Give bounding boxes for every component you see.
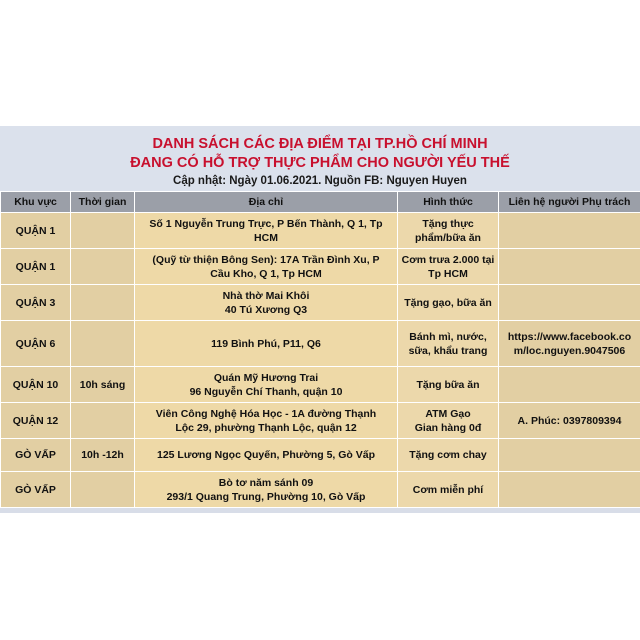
header-address: Địa chỉ xyxy=(135,192,398,213)
cell-time xyxy=(71,321,135,367)
cell-contact xyxy=(499,321,640,367)
cell-area xyxy=(1,367,71,403)
cell-contact xyxy=(499,439,640,472)
header-time: Thời gian xyxy=(71,192,135,213)
cell-area-line-1: QUẬN 1 xyxy=(15,260,56,273)
cell-contact-line-1: A. Phúc: 0397809394 xyxy=(517,414,622,427)
cell-address-line-1: 119 Bình Phú, P11, Q6 xyxy=(211,337,321,350)
cell-form-line-1: ATM Gạo xyxy=(425,407,471,420)
cell-area-line-1: QUẬN 6 xyxy=(15,337,56,350)
cell-form xyxy=(398,249,499,285)
cell-time xyxy=(71,472,135,508)
cell-form xyxy=(398,321,499,367)
cell-form xyxy=(398,472,499,508)
cell-form-line-1: Tặng gạo, bữa ăn xyxy=(404,296,492,309)
cell-address-line-2: 96 Nguyễn Chí Thanh, quận 10 xyxy=(189,385,343,398)
header-row xyxy=(1,192,640,213)
cell-contact xyxy=(499,213,640,249)
cell-area-line-1: GÒ VẤP xyxy=(15,483,56,496)
cell-form-line-1: Cơm trưa 2.000 tại xyxy=(401,253,495,266)
update-line: Cập nhật: Ngày 01.06.2021. Nguồn FB: Nguyen Huyen xyxy=(173,175,467,187)
cell-address xyxy=(135,321,398,367)
cell-form xyxy=(398,213,499,249)
cell-address-line-1: Quán Mỹ Hương Trai xyxy=(213,371,319,384)
cell-area xyxy=(1,285,71,321)
cell-address xyxy=(135,403,398,439)
cell-address xyxy=(135,439,398,472)
cell-time-line-1: 10h -12h xyxy=(81,449,124,461)
table-row xyxy=(1,472,640,508)
cell-address-line-1: 125 Lương Ngọc Quyến, Phường 5, Gò Vấp xyxy=(157,449,375,461)
cell-form-line-2: sữa, khẩu trang xyxy=(408,344,488,357)
table-row xyxy=(1,403,640,439)
header-area: Khu vực xyxy=(1,192,71,213)
cell-contact-line-2: m/loc.nguyen.9047506 xyxy=(513,344,626,357)
cell-area xyxy=(1,403,71,439)
cell-area-line-1: QUẬN 10 xyxy=(12,378,59,391)
cell-form xyxy=(398,403,499,439)
cell-address-line-2: 293/1 Quang Trung, Phường 10, Gò Vấp xyxy=(166,490,366,503)
sheet xyxy=(0,126,640,513)
cell-area-line-1: QUẬN 12 xyxy=(12,414,59,427)
cell-area xyxy=(1,249,71,285)
cell-form-line-1: Tặng cơm chay xyxy=(409,449,487,461)
cell-address-line-2: HCM xyxy=(254,231,278,244)
cell-address-line-2: 40 Tú Xương Q3 xyxy=(224,303,308,316)
table-row xyxy=(1,213,640,249)
cell-address xyxy=(135,285,398,321)
cell-contact xyxy=(499,367,640,403)
cell-time xyxy=(71,249,135,285)
cell-area-line-1: QUẬN 3 xyxy=(15,296,56,309)
cell-contact xyxy=(499,285,640,321)
cell-form-line-1: Bánh mì, nước, xyxy=(409,330,487,343)
cell-address xyxy=(135,213,398,249)
cell-address-line-1: (Quỹ từ thiện Bông Sen): 17A Trần Đình Xu, P xyxy=(152,253,380,266)
table-row xyxy=(1,249,640,285)
cell-area-line-1: QUẬN 1 xyxy=(15,224,56,237)
cell-time-line-1: 10h sáng xyxy=(79,378,126,391)
table-row xyxy=(1,285,640,321)
cell-area-line-1: GÒ VẤP xyxy=(15,449,56,461)
cell-address-line-2: Cầu Kho, Q 1, Tp HCM xyxy=(210,267,322,280)
header-form: Hình thức xyxy=(398,192,499,213)
cell-address xyxy=(135,367,398,403)
locations-table xyxy=(0,191,640,508)
cell-time xyxy=(71,367,135,403)
cell-contact-line-1: https://www.facebook.co xyxy=(507,330,632,343)
table-row xyxy=(1,439,640,472)
cell-address-line-1: Nhà thờ Mai Khôi xyxy=(222,289,310,302)
cell-time xyxy=(71,285,135,321)
cell-form xyxy=(398,285,499,321)
cell-contact xyxy=(499,472,640,508)
cell-form-line-1: Cơm miễn phí xyxy=(412,483,484,496)
cell-form xyxy=(398,439,499,472)
cell-time xyxy=(71,403,135,439)
cell-address-line-1: Viên Công Nghệ Hóa Học - 1A đường Thạnh xyxy=(155,407,377,420)
cell-form-line-2: Gian hàng 0đ xyxy=(414,421,482,434)
cell-area xyxy=(1,213,71,249)
title-line-1: DANH SÁCH CÁC ĐỊA ĐIỂM TẠI TP.HỒ CHÍ MINH xyxy=(152,136,488,152)
cell-address xyxy=(135,249,398,285)
cell-address-line-1: Số 1 Nguyễn Trung Trực, P Bến Thành, Q 1, Tp xyxy=(149,217,383,230)
table-row xyxy=(1,321,640,367)
cell-address xyxy=(135,472,398,508)
cell-form-line-1: Tặng thực xyxy=(422,217,474,230)
cell-form xyxy=(398,367,499,403)
cell-form-line-1: Tặng bữa ăn xyxy=(416,378,480,391)
cell-form-line-2: Tp HCM xyxy=(428,267,468,280)
header-contact: Liên hệ người Phụ trách xyxy=(499,192,640,213)
cell-area xyxy=(1,472,71,508)
title-line-2: ĐANG CÓ HỖ TRỢ THỰC PHẨM CHO NGƯỜI YẾU THẾ xyxy=(130,155,510,171)
cell-form-line-2: phẩm/bữa ăn xyxy=(415,231,481,244)
cell-contact xyxy=(499,249,640,285)
cell-area xyxy=(1,321,71,367)
cell-time xyxy=(71,213,135,249)
cell-time xyxy=(71,439,135,472)
cell-area xyxy=(1,439,71,472)
cell-contact xyxy=(499,403,640,439)
table-row xyxy=(1,367,640,403)
cell-address-line-2: Lộc 29, phường Thạnh Lộc, quận 12 xyxy=(175,421,357,434)
cell-address-line-1: Bò tơ năm sánh 09 xyxy=(218,476,314,489)
